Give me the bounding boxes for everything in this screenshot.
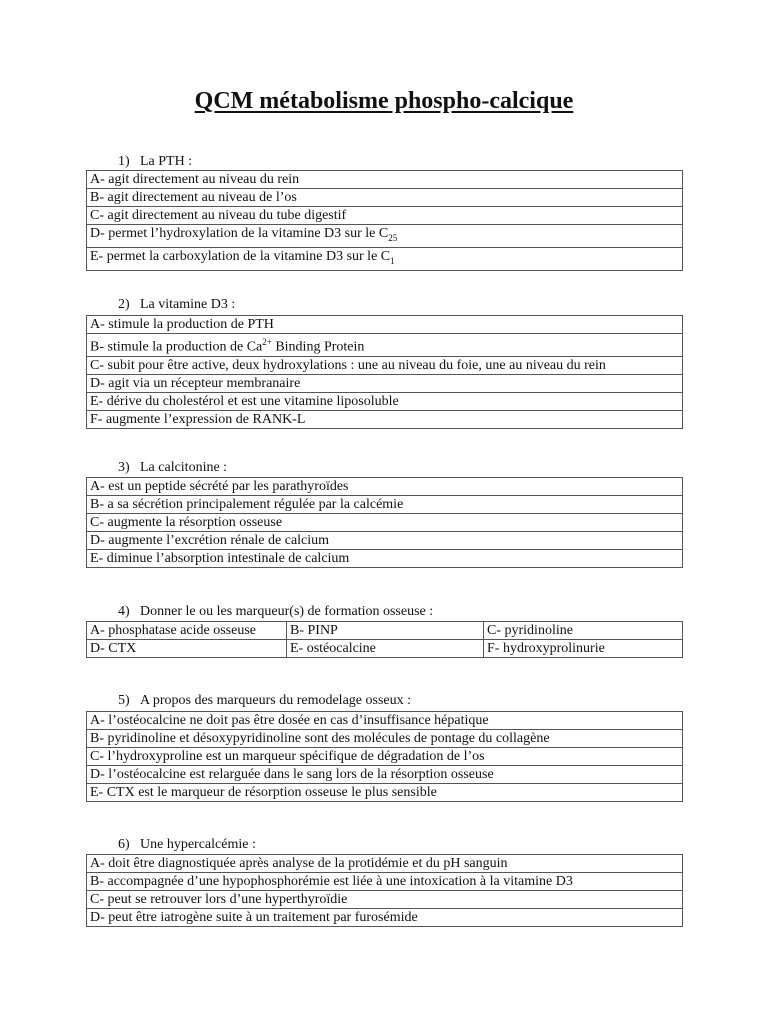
question-number: 2) bbox=[118, 297, 130, 312]
option: A- phosphatase acide osseuse bbox=[87, 622, 287, 640]
question-label: La PTH : bbox=[140, 154, 193, 169]
option: A- agit directement au niveau du rein bbox=[87, 171, 683, 189]
question-5 bbox=[118, 693, 411, 709]
option: E- ostéocalcine bbox=[287, 640, 484, 658]
question-2 bbox=[118, 297, 235, 313]
option bbox=[87, 247, 683, 270]
option bbox=[87, 225, 683, 248]
question-label: La calcitonine : bbox=[140, 460, 228, 475]
option: B- pyridinoline et désoxypyridinoline sont des molécules de pontage du collagène bbox=[87, 730, 683, 748]
question-number: 3) bbox=[118, 460, 130, 475]
option: F- hydroxyprolinurie bbox=[484, 640, 683, 658]
option: C- pyridinoline bbox=[484, 622, 683, 640]
question-4 bbox=[118, 604, 433, 620]
question-1-options bbox=[86, 170, 683, 271]
option: B- PINP bbox=[287, 622, 484, 640]
question-number: 4) bbox=[118, 604, 130, 619]
option: A- est un peptide sécrété par les parathyroïdes bbox=[87, 478, 683, 496]
question-5-options bbox=[86, 711, 683, 802]
option: C- subit pour être active, deux hydroxylations : une au niveau du foie, une au niveau du rein bbox=[87, 356, 683, 374]
option: D- agit via un récepteur membranaire bbox=[87, 374, 683, 392]
question-6 bbox=[118, 837, 256, 853]
question-3 bbox=[118, 460, 227, 476]
option: B- a sa sécrétion principalement régulée par la calcémie bbox=[87, 496, 683, 514]
option-text: E- permet la carboxylation de la vitamine D3 sur le C bbox=[90, 248, 391, 264]
option: C- l’hydroxyproline est un marqueur spécifique de dégradation de l’os bbox=[87, 748, 683, 766]
option: C- augmente la résorption osseuse bbox=[87, 514, 683, 532]
option: F- augmente l’expression de RANK-L bbox=[87, 410, 683, 428]
option: D- augmente l’excrétion rénale de calcium bbox=[87, 532, 683, 550]
question-label: La vitamine D3 : bbox=[140, 297, 236, 312]
superscript: 2+ bbox=[262, 337, 272, 347]
question-2-options bbox=[86, 315, 683, 429]
option: C- agit directement au niveau du tube digestif bbox=[87, 207, 683, 225]
question-6-options bbox=[86, 854, 683, 927]
question-label: Une hypercalcémie : bbox=[140, 837, 256, 852]
option: D- peut être iatrogène suite à un traitement par furosémide bbox=[87, 909, 683, 927]
option: D- CTX bbox=[87, 640, 287, 658]
option: E- dérive du cholestérol et est une vitamine liposoluble bbox=[87, 392, 683, 410]
option-text: D- permet l’hydroxylation de la vitamine D3 sur le C bbox=[90, 226, 389, 241]
option: A- stimule la production de PTH bbox=[87, 316, 683, 334]
question-1 bbox=[118, 154, 192, 170]
question-4-options bbox=[86, 621, 683, 658]
option bbox=[87, 334, 683, 357]
option-text: Binding Protein bbox=[271, 339, 365, 355]
question-number: 5) bbox=[118, 693, 130, 708]
question-number: 1) bbox=[118, 154, 130, 169]
question-label: A propos des marqueurs du remodelage osseux : bbox=[140, 693, 411, 708]
subscript: 1 bbox=[390, 255, 395, 266]
option: C- peut se retrouver lors d’une hyperthyroïdie bbox=[87, 891, 683, 909]
subscript: 25 bbox=[388, 232, 398, 243]
option: D- l’ostéocalcine est relarguée dans le sang lors de la résorption osseuse bbox=[87, 766, 683, 784]
option: E- CTX est le marqueur de résorption osseuse le plus sensible bbox=[87, 784, 683, 802]
option-text: B- stimule la production de Ca bbox=[90, 339, 263, 355]
option: A- l’ostéocalcine ne doit pas être dosée en cas d’insuffisance hépatique bbox=[87, 712, 683, 730]
page-title: QCM métabolisme phospho-calcique bbox=[194, 88, 574, 114]
option: B- accompagnée d’une hypophosphorémie est liée à une intoxication à la vitamine D3 bbox=[87, 873, 683, 891]
option: A- doit être diagnostiquée après analyse de la protidémie et du pH sanguin bbox=[87, 855, 683, 873]
option: E- diminue l’absorption intestinale de calcium bbox=[87, 550, 683, 568]
question-label: Donner le ou les marqueur(s) de formation osseuse : bbox=[140, 604, 434, 619]
option: B- agit directement au niveau de l’os bbox=[87, 189, 683, 207]
question-3-options bbox=[86, 477, 683, 568]
question-number: 6) bbox=[118, 837, 130, 852]
